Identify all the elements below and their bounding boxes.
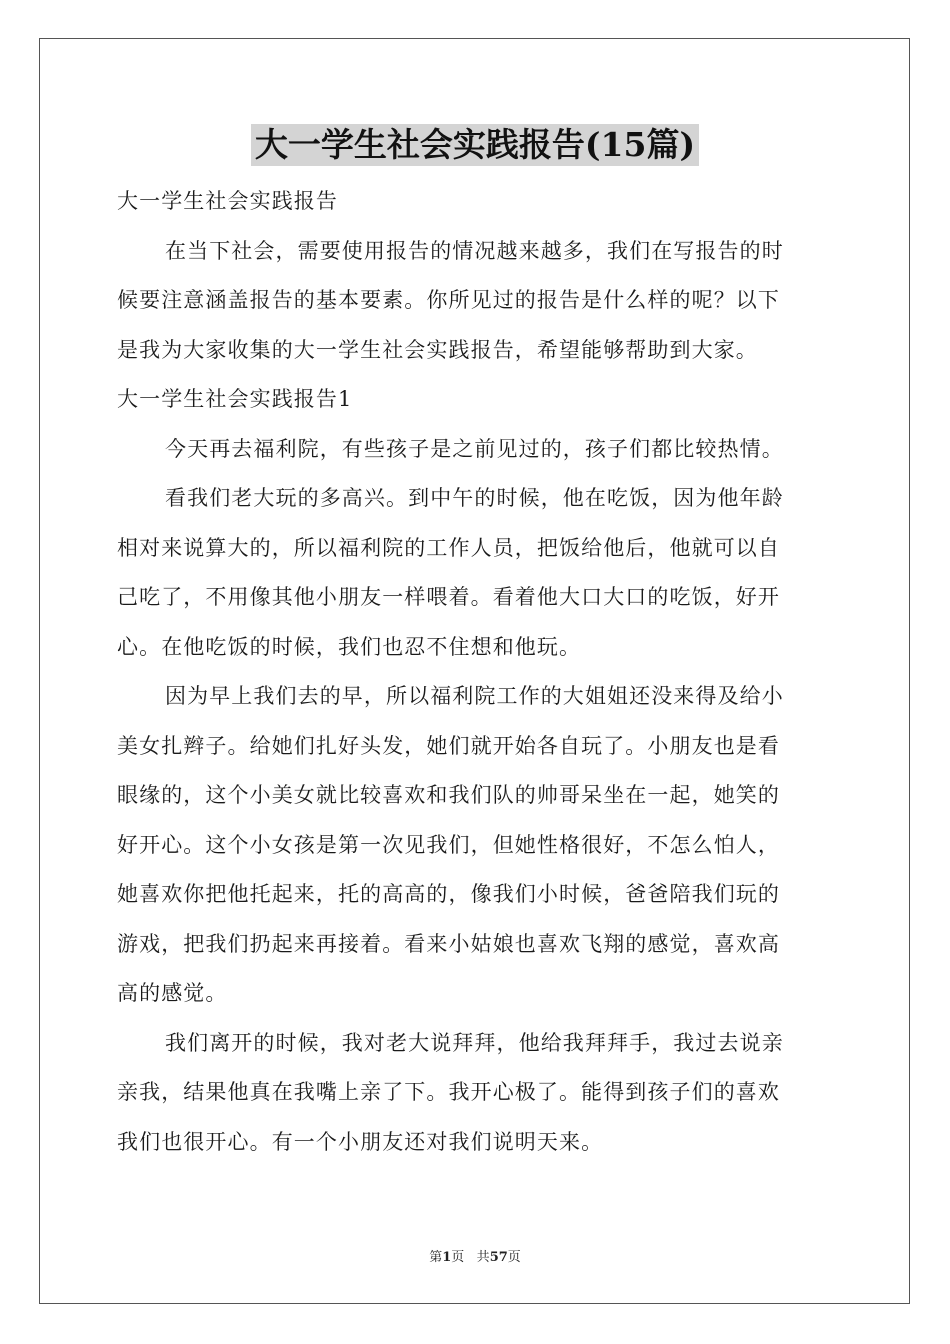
- total-suffix: 页: [507, 1250, 521, 1265]
- paragraph-line: 相对来说算大的，所以福利院的工作人员，把饭给他后，他就可以自: [117, 535, 780, 560]
- paragraph-line: 我们也很开心。有一个小朋友还对我们说明天来。: [117, 1129, 604, 1154]
- paragraph-line: 眼缘的，这个小美女就比较喜欢和我们队的帅哥呆坐在一起，她笑的: [117, 783, 780, 807]
- page-suffix: 页: [451, 1250, 465, 1265]
- page-footer: [0, 1246, 950, 1265]
- document-body: [117, 177, 833, 1167]
- total-pages: 57: [489, 1250, 508, 1265]
- paragraph-line: 看我们老大玩的多高兴。到中午的时候，他在吃饭，因为他年龄: [165, 486, 784, 510]
- page-prefix: 第: [429, 1250, 443, 1265]
- paragraph-line: 今天再去福利院，有些孩子是之前见过的，孩子们都比较热情。: [165, 436, 784, 461]
- paragraph-line: 亲我，结果他真在我嘴上亲了下。我开心极了。能得到孩子们的喜欢: [117, 1080, 780, 1104]
- paragraph-line: 心。在他吃饭的时候，我们也忍不住想和他玩。: [117, 634, 582, 659]
- paragraph-line: 游戏，把我们扔起来再接着。看来小姑娘也喜欢飞翔的感觉，喜欢高: [117, 931, 780, 956]
- paragraph-line: 是我为大家收集的大一学生社会实践报告，希望能够帮助到大家。: [117, 337, 758, 362]
- paragraph-line: 因为早上我们去的早，所以福利院工作的大姐姐还没来得及给小: [165, 684, 784, 708]
- paragraph-line: 美女扎辫子。给她们扎好头发，她们就开始各自玩了。小朋友也是看: [117, 733, 780, 758]
- paragraph-line: 她喜欢你把他托起来，托的高高的，像我们小时候，爸爸陪我们玩的: [117, 882, 780, 906]
- page-number: 1: [442, 1250, 452, 1265]
- document-title: 大一学生社会实践报告(15篇): [251, 124, 699, 166]
- section-heading: 大一学生社会实践报告: [117, 189, 338, 213]
- paragraph-line: 在当下社会，需要使用报告的情况越来越多，我们在写报告的时: [165, 238, 784, 263]
- total-prefix: 共: [476, 1250, 490, 1265]
- paragraph-line: 己吃了，不用像其他小朋友一样喂着。看着他大口大口的吃饭，好开: [117, 585, 780, 609]
- paragraph-line: 候要注意涵盖报告的基本要素。你所见过的报告是什么样的呢？以下: [117, 288, 780, 312]
- paragraph-line: 高的感觉。: [117, 981, 228, 1005]
- title-container: [0, 124, 950, 166]
- paragraph-line: 好开心。这个小女孩是第一次见我们，但她性格很好，不怎么怕人，: [117, 832, 780, 857]
- paragraph-line: 我们离开的时候，我对老大说拜拜，他给我拜拜手，我过去说亲: [165, 1030, 784, 1055]
- section-heading: 大一学生社会实践报告1: [117, 387, 353, 411]
